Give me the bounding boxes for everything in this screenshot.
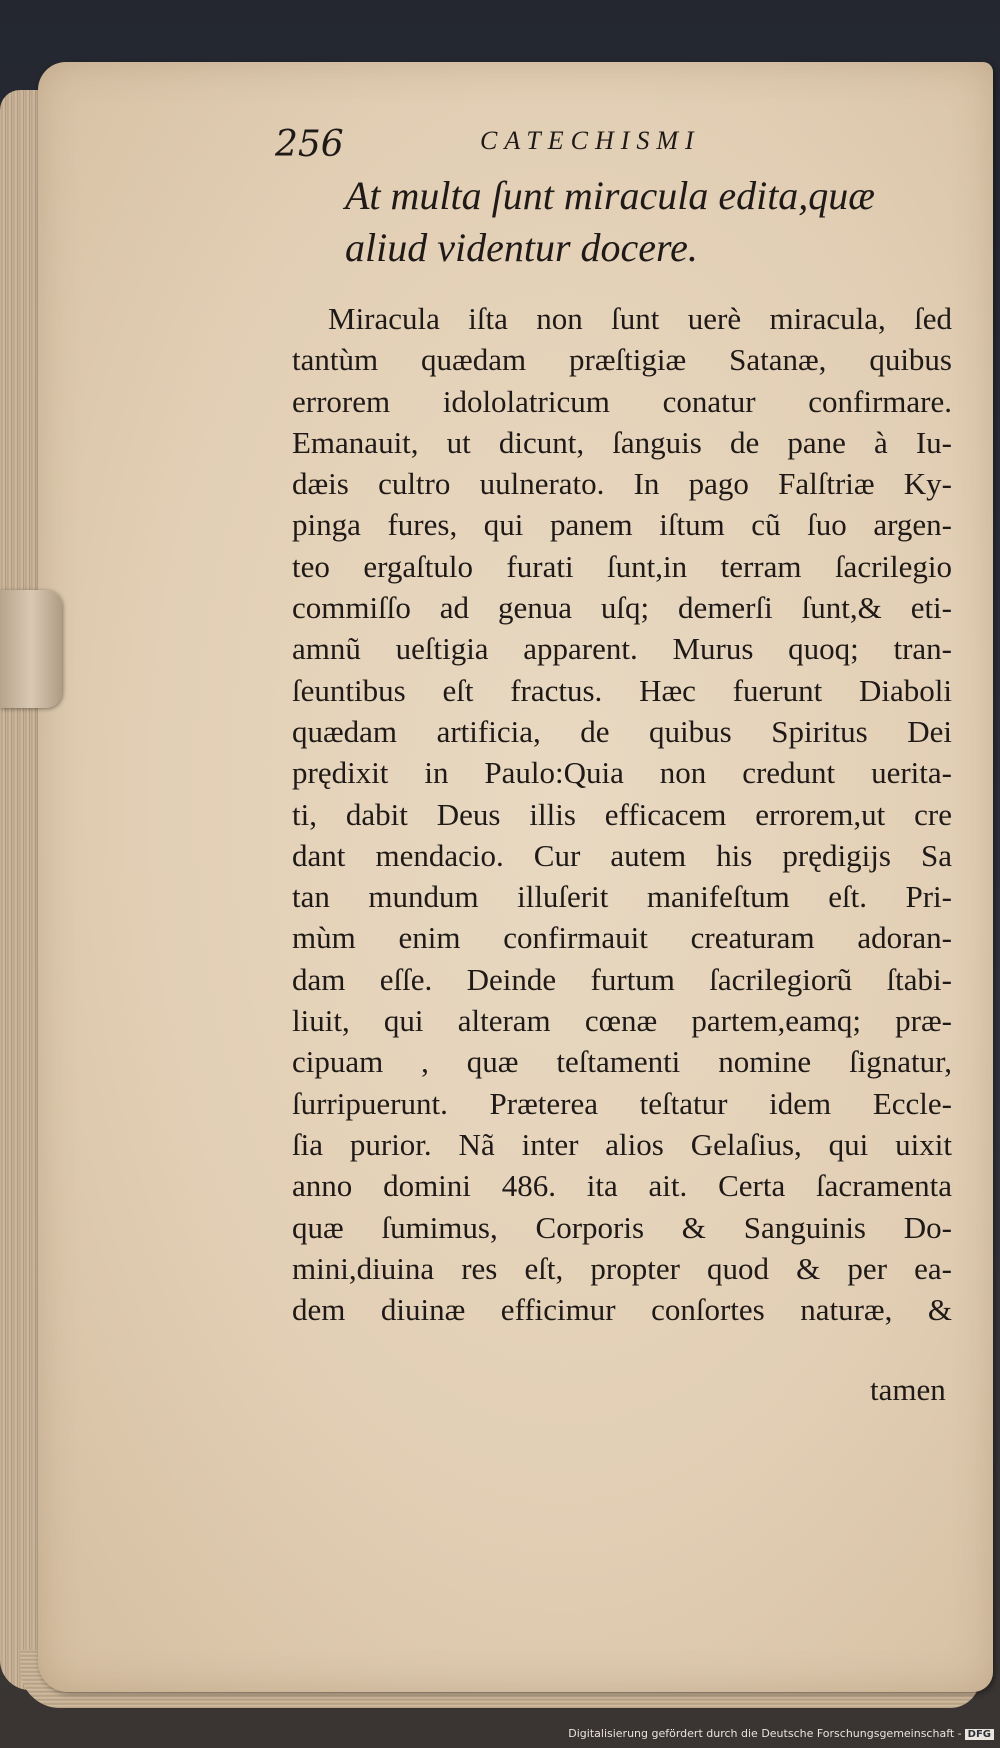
dfg-logo: DFG	[965, 1729, 994, 1740]
page-number: 256	[275, 124, 344, 165]
page-clip	[0, 590, 62, 708]
body-line: dem diuinæ efficimur conſortes naturæ, &	[292, 1292, 952, 1328]
digitization-credit	[568, 1727, 994, 1740]
body-line: mini,diuina res eſt, propter quod & per ea-	[292, 1250, 952, 1286]
running-head: CATECHISMI	[480, 126, 701, 155]
body-line: errorem idololatricum conatur confirmare.	[292, 383, 952, 419]
body-line: quædam artificia, de quibus Spiritus Dei	[292, 713, 952, 749]
body-text	[292, 298, 952, 1330]
body-line: ſeuntibus eſt fractus. Hæc fuerunt Diaboli	[292, 672, 952, 708]
body-line: teo ergaſtulo furati ſunt,in terram ſacrilegio	[292, 548, 952, 584]
body-line: prędixit in Paulo:Quia non credunt uerita-	[292, 755, 952, 791]
question-heading	[345, 170, 965, 274]
body-line: anno domini 486. ita ait. Certa ſacramenta	[292, 1168, 952, 1204]
body-line: tan mundum illuſerit manifeſtum eſt. Pri-	[292, 879, 952, 915]
body-line: ſurripuerunt. Præterea teſtatur idem Eccle-	[292, 1085, 952, 1121]
body-line: Miracula iſta non ſunt uerè miracula, ſed	[328, 301, 952, 336]
body-line: dam eſſe. Deinde furtum ſacrilegiorũ ſtabi-	[292, 961, 952, 997]
body-line: quæ ſumimus, Corporis & Sanguinis Do-	[292, 1209, 952, 1245]
catchword: tamen	[870, 1372, 946, 1407]
body-line: ti, dabit Deus illis efficacem errorem,ut cre	[292, 796, 952, 832]
body-line: commiſſo ad genua uſq; demerſi ſunt,& eti-	[292, 590, 952, 626]
body-line: liuit, qui alteram cœnæ partem,eamq; præ-	[292, 1003, 952, 1039]
credit-text: Digitalisierung gefördert durch die Deutsche Forschungsgemeinschaft -	[568, 1727, 962, 1740]
body-line: dant mendacio. Cur autem his prędigijs Sa	[292, 837, 952, 873]
body-line: dæis cultro uulnerato. In pago Falſtriæ Ky-	[292, 466, 952, 502]
question-line: At multa ſunt miracula edita,quæ	[345, 173, 875, 218]
question-line: aliud videntur docere.	[345, 225, 698, 270]
body-line: cipuam , quæ teſtamenti nomine ſignatur,	[292, 1044, 952, 1080]
body-line: mùm enim confirmauit creaturam adoran-	[292, 920, 952, 956]
body-line: amnũ ueſtigia apparent. Murus quoq; tran-	[292, 631, 952, 667]
body-line: pinga fures, qui panem iſtum cũ ſuo argen-	[292, 507, 952, 543]
body-line: tantùm quædam præſtigiæ Satanæ, quibus	[292, 342, 952, 378]
body-line: ſia purior. Nã inter alios Gelaſius, qui uixit	[292, 1126, 952, 1162]
body-line: Emanauit, ut dicunt, ſanguis de pane à Iu-	[292, 424, 952, 460]
